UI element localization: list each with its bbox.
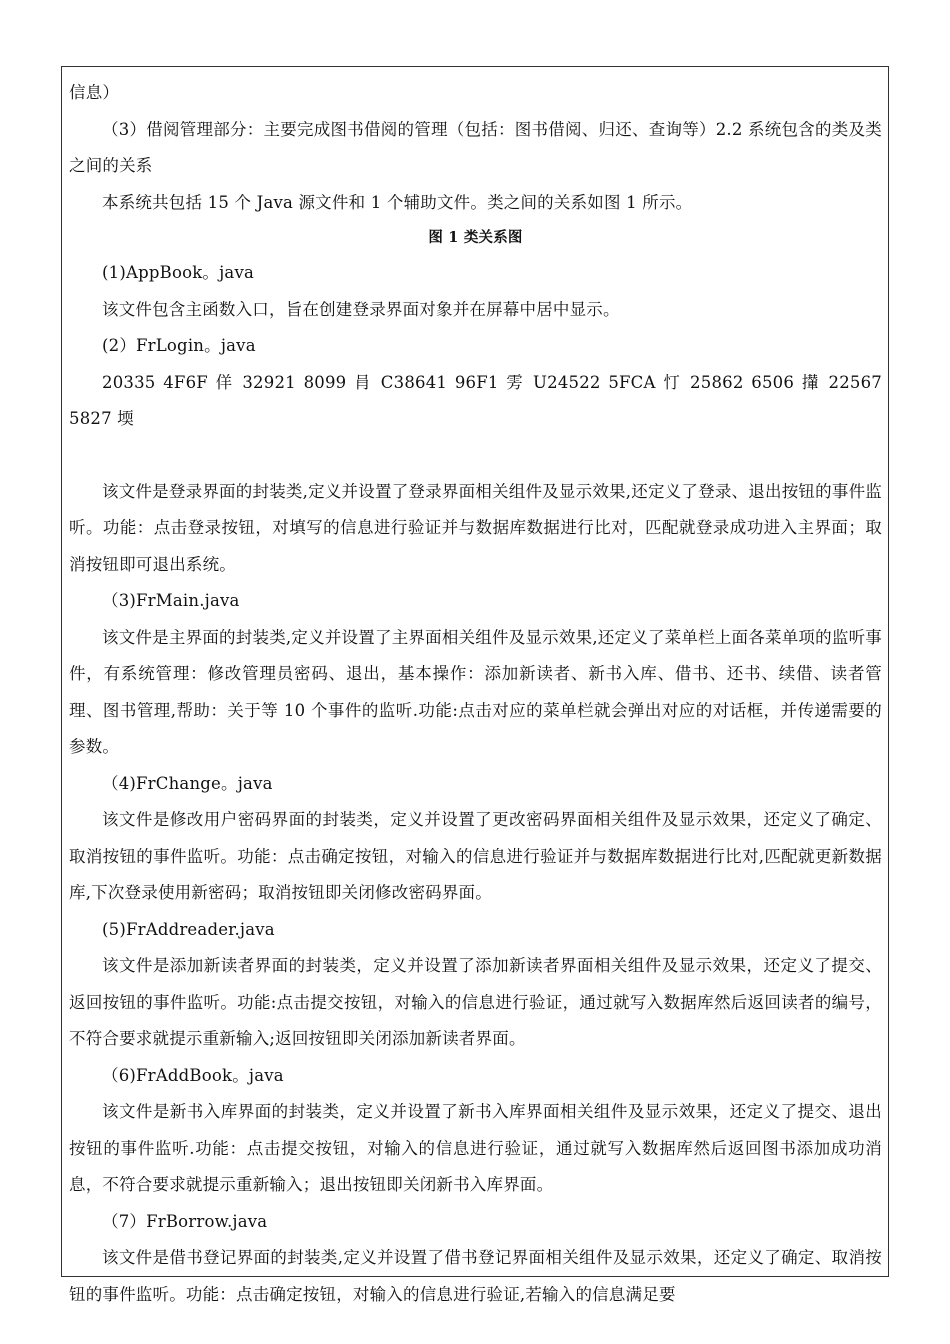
heading-fraddbook: （6)FrAddBook。java — [102, 1065, 284, 1085]
paragraph-frchange: 该文件是修改用户密码界面的封装类，定义并设置了更改密码界面相关组件及显示效果，还定义了确定、取消按钮的事件监听。功能：点击确定按钮，对输入的信息进行验证并与数据库数据进行比对,匹配就更新数据库,下次登录使用新密码；取消按钮即关闭修改密码界面。 — [69, 810, 882, 902]
paragraph-system-files: 本系统共包括 15 个 Java 源文件和 1 个辅助文件。类之间的关系如图 1 所示。 — [102, 192, 693, 212]
heading-fraddreader: (5)FrAddreader.java — [102, 919, 275, 939]
heading-appbook: (1)AppBook。java — [102, 263, 255, 282]
paragraph-fraddbook: 该文件是新书入库界面的封装类，定义并设置了新书入库界面相关组件及显示效果，还定义了提交、退出按钮的事件监听.功能：点击提交按钮，对输入的信息进行验证，通过就写入数据库然后返回图书添加成功消息，不符合要求就提示重新输入；退出按钮即关闭新书入库界面。 — [69, 1102, 882, 1194]
paragraph-frlogin: 该文件是登录界面的封装类,定义并设置了登录界面相关组件及显示效果,还定义了登录、退出按钮的事件监听。功能：点击登录按钮，对填写的信息进行验证并与数据库数据进行比对，匹配就登录成功进入主界面；取消按钮即可退出系统。 — [69, 481, 882, 574]
document-body — [62, 67, 888, 1313]
blank-line — [69, 438, 882, 474]
paragraph-fraddreader: 该文件是添加新读者界面的封装类，定义并设置了添加新读者界面相关组件及显示效果，还定义了提交、返回按钮的事件监听。功能:点击提交按钮，对输入的信息进行验证，通过就写入数据库然后返回读者的编号，不符合要求就提示重新输入;返回按钮即关闭添加新读者界面。 — [69, 956, 882, 1048]
paragraph-continuation: 信息） — [69, 83, 120, 102]
heading-frlogin: (2）FrLogin。java — [102, 336, 256, 355]
document-frame — [61, 66, 889, 1304]
heading-frchange: （4)FrChange。java — [102, 773, 273, 793]
figure-caption: 图 1 类关系图 — [428, 229, 523, 246]
heading-frborrow: （7）FrBorrow.java — [102, 1211, 268, 1231]
heading-frmain: （3)FrMain.java — [102, 591, 240, 610]
paragraph-frmain: 该文件是主界面的封装类,定义并设置了主界面相关组件及显示效果,还定义了菜单栏上面各菜单项的监听事件，有系统管理：修改管理员密码、退出，基本操作：添加新读者、新书入库、借书、还书、续借、读者管理、图书管理,帮助：关于等 10 个事件的监听.功能:点击对应的菜单栏就会弹出对应的对话框，并传递需要的参数。 — [69, 627, 882, 756]
paragraph-borrow-management: （3）借阅管理部分：主要完成图书借阅的管理（包括：图书借阅、归还、查询等）2.2 系统包含的类及类之间的关系 — [69, 119, 882, 175]
paragraph-frborrow: 该文件是借书登记界面的封装类,定义并设置了借书登记界面相关组件及显示效果，还定义了确定、取消按钮的事件监听。功能：点击确定按钮，对输入的信息进行验证,若输入的信息满足要 — [69, 1248, 882, 1304]
paragraph-appbook: 该文件包含主函数入口，旨在创建登录界面对象并在屏幕中居中显示。 — [102, 299, 620, 319]
paragraph-code-garble: 20335 4F6F 佯 32921 8099 肙 C38641 96F1 雱 U24522 5FCA 忊 25862 6506 攆 22567 5827 堧 — [69, 372, 882, 428]
